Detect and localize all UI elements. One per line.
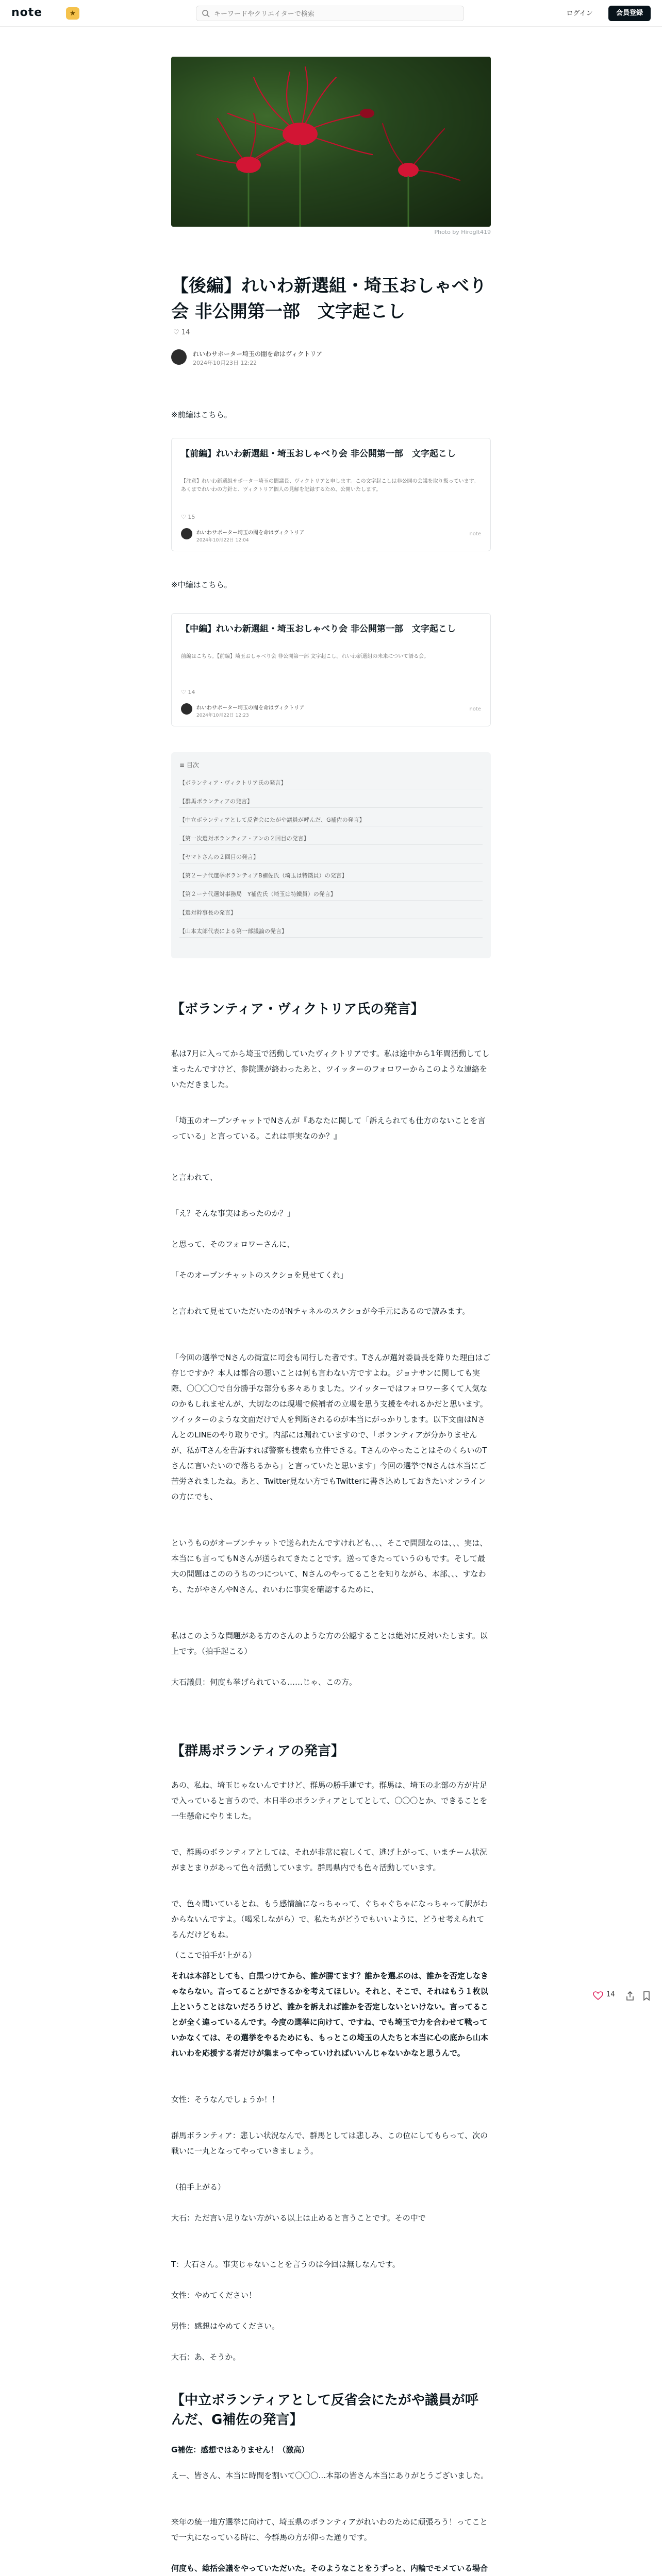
logo-badge-icon: ★ <box>66 7 79 20</box>
search-icon <box>202 9 210 18</box>
bookmark-icon[interactable] <box>641 1991 652 2001</box>
card-author-avatar <box>181 528 192 539</box>
floating-action-bar <box>593 1989 655 2004</box>
article-title: 【後編】れいわ新選組・埼玉おしゃべり会 非公開第一部 文字起こし <box>171 276 487 322</box>
card-note-logo: note <box>469 531 481 537</box>
card-excerpt: 【注意】れいわ新選組サポーター埼玉の闇議長、ヴィクトリアと申します。この文字起こしは非公開の会議を取り扱っています。あくまでれいわの方針と、ヴィクトリア個人の見解を記録するため、公開いたします。 <box>181 479 479 493</box>
paragraph: 私はこのような問題がある方のさんのような方の公認することは絶対に反対いたします。以上です。（拍手起こる） <box>171 1631 488 1656</box>
publish-date: 2024年10月23日 12:22 <box>193 360 257 366</box>
toc-item[interactable]: 【選対幹事長の発言】 <box>179 907 483 919</box>
login-link[interactable]: ログイン <box>566 10 593 18</box>
intro-front-text: ※前編はこちら。 <box>171 410 232 419</box>
embedded-article-card-front[interactable] <box>171 438 491 551</box>
paragraph: で、色々聞いているとね、もう感情論になっちゃって、ぐちゃぐちゃになっちゃって訳がわからないんですよ。（喝采しながら）で、私たちがどうでもいいように、どうせ考えられてるんだけどもね。 <box>171 1899 488 1939</box>
toc-item[interactable]: 【ボランティア・ヴィクトリア氏の発言】 <box>179 777 483 789</box>
search-box[interactable] <box>196 6 464 21</box>
card-note-logo: note <box>469 706 481 712</box>
paragraph: で、群馬のボランティアとしては、それが非常に寂しくて、逃げ上がって、いまチーム状況がまとまりがあって色々活動しています。群馬県内でも色々活動しています。 <box>171 1848 487 1872</box>
embedded-article-card-middle[interactable] <box>171 613 491 726</box>
section-heading-gunma: 【群馬ボランティアの発言】 <box>171 1743 344 1759</box>
paragraph: と言われて見せていただいたのがNチャネルのスクショが今手元にあるので読みます。 <box>171 1307 470 1316</box>
paragraph: えー、皆さん、本当に時間を割いて〇〇〇…本部の皆さん本当にありがとうございました。 <box>171 2471 489 2480</box>
paragraph-bold: それは本部としても、白黒つけてから、誰が勝てます？誰かを選ぶのは、誰かを否定しなきゃならない。言ってることができるかを考えてほしい。それと、そこで、それはもう１枚以上ということはないだろうけど、誰かを訴えれば誰かを否定しないといけない。言ってることが全く違っているんです。今度の選挙に向けて、ですね、でも埼玉で力を合わせて戦っていかなくては、その選挙をやるためにも、もっとこの埼玉の人たちと本当に心の底から山本れいわを応援する者だけが集まってやっていければいいんじゃないかなと思うんで。 <box>171 1971 489 2058</box>
card-title[interactable]: 【前編】れいわ新選組・埼玉おしゃべり会 非公開第一部 文字起こし <box>181 449 456 459</box>
paragraph-bold: G補佐：感想ではありません！（激高） <box>171 2445 309 2454</box>
list-icon: ≡ <box>179 761 187 769</box>
paragraph: 私は7月に入ってから埼玉で活動していたヴィクトリアです。私は途中から1年間活動してしまったんですけど、参院選が終わったあと、ツイッターのフォロワーからこのような連絡をいただきました。 <box>171 1049 490 1089</box>
toc-item[interactable]: 【第２ーナ代選対事務局 Y補佐氏（埼玉は特鐵員）の発言】 <box>179 888 483 901</box>
paragraph: 大石：ただ言い足りない方がいる以上は止めると言うことです。その中で <box>171 2213 426 2223</box>
article-like-count[interactable] <box>173 329 190 336</box>
note-logo[interactable]: note <box>11 6 43 19</box>
red-spider-lily-photo <box>171 57 491 227</box>
author-name[interactable]: れいわサポーター埼玉の闇を命はヴィクトリア <box>193 350 323 358</box>
paragraph: 「え？そんな事実はあったのか？」 <box>171 1209 295 1218</box>
table-of-contents <box>171 752 491 958</box>
hero-image <box>171 57 491 227</box>
card-date: 2024年10月22日 12:04 <box>196 538 249 543</box>
section-heading-g-hosa: 【中立ボランティアとして反省会にたがや議員が呼んだ、G補佐の発言】 <box>171 2393 478 2428</box>
paragraph: 女性：やめてください！ <box>171 2291 257 2300</box>
card-author: れいわサポーター埼玉の闇を命はヴィクトリア <box>196 530 305 536</box>
card-title[interactable]: 【中編】れいわ新選組・埼玉おしゃべり会 非公開第一部 文字起こし <box>181 624 456 634</box>
photo-credit: Photo by Hiroglt419 <box>434 229 491 235</box>
heart-icon: ♡ <box>173 329 179 336</box>
author-avatar[interactable] <box>171 349 187 365</box>
paragraph: 大石：あ、そうか。 <box>171 2352 241 2362</box>
card-like-count <box>181 514 195 520</box>
paragraph: あの、私ね、埼玉じゃないんですけど、群馬の勝手連です。群馬は、埼玉の北部の方が片足で入っていると言うので、本日半のボランティアとしてとして、〇〇〇とか、できることを一生懸命にやりました。 <box>171 1781 488 1821</box>
toc-item[interactable]: 【第２ーナ代選挙ボランティアB補佐氏（埼玉は特鐵員）の発言】 <box>179 870 483 882</box>
toc-heading-label: 目次 <box>186 761 199 769</box>
paragraph: （ここで拍手が上がる） <box>171 1951 257 1960</box>
signup-button[interactable]: 会員登録 <box>608 6 651 21</box>
card-like-value: 14 <box>188 689 195 696</box>
card-like-count <box>181 689 195 696</box>
card-date: 2024年10月22日 12:23 <box>196 713 249 718</box>
toc-item[interactable]: 【中立ボランティアとして反省会にたがや議員が呼んだ、G補佐の発言】 <box>179 814 483 826</box>
card-author-avatar <box>181 703 192 715</box>
paragraph: 男性：感想はやめてください。 <box>171 2321 280 2331</box>
search-input[interactable] <box>214 8 456 20</box>
paragraph: T：大石さん。事実じゃないことを言うのは今回は無しなんです。 <box>171 2260 400 2269</box>
author-info[interactable] <box>171 348 491 367</box>
intro-middle-text: ※中編はこちら。 <box>171 580 232 589</box>
paragraph: 「そのオープンチャットのスクショを見せてくれ」 <box>171 1270 348 1280</box>
toc-item[interactable]: 【群馬ボランティアの発言】 <box>179 795 483 808</box>
share-icon[interactable] <box>625 1991 635 2001</box>
paragraph: 「今回の選挙でNさんの街宣に司会も同行した者です。Tさんが選対委員長を降りた理由はご存じですか？本人は都合の悪いことは何も言わない方ですよね。ジョナサンに関しても実際、〇〇〇〇で自分勝手な部分も多々ありました。ツイッターではフォロワー多くて人気なのかもしれませんが、大切なのは現場で候補者の立場を思う支援をやれるかだと思います。ツイッターのような文面だけで人を判断されるのが本当にがっかりします。以下文面はNさんとのLINEのやり取りです。内部には漏れていますので、「ボランティアが分かりませんが、私がTさんを告訴すれば警察も捜索も立件できる。TさんのやったことはそのくらいのTさんに言いたいので落ちるから」と言っていたと思います」今回の選挙でNさんは本当にご苦労されましたね。あと、Twitter見ない方でもTwitterに書き込めしておきたいオンラインの方にでも、 <box>171 1353 491 1501</box>
paragraph: 「埼玉のオープンチャットでNさんが『あなたに関して「訴えられても仕方のないことを言っている」と言っている。これは事実なのか？』 <box>171 1116 486 1141</box>
heart-icon: ♡ <box>181 514 188 520</box>
side-like-count: 14 <box>606 1991 615 1998</box>
card-excerpt: 前編はこちら。【前編】埼玉おしゃべり会 非公開第一部 文字起こし。れいわ新選組の未来について語る会。 <box>181 654 429 659</box>
toc-item[interactable]: 【ヤマトさんの２回目の発言】 <box>179 851 483 863</box>
paragraph: （拍手上がる） <box>171 2182 226 2192</box>
paragraph: 大石議員：何度も挙げられている……じゃ、この方。 <box>171 1677 357 1687</box>
top-navigation-bar <box>0 0 662 27</box>
paragraph: というものがオープンチャットで送られたんですけれども、、、そこで問題なのは、、、実は、本当にも言ってもNさんが送られてきたことです。送ってきたっていうのもです。そして最大の問題はこののうちのつについて、Nさんのやってることを知りながら、本部、、、すなわち、たがやさんやNさん、れいわに事実を確認するために、 <box>171 1538 488 1594</box>
toc-heading[interactable] <box>179 760 199 769</box>
paragraph: 女性：そうなんでしょうか！！ <box>171 2095 280 2104</box>
section-heading-victoria: 【ボランティア・ヴィクトリア氏の発言】 <box>171 1002 424 1017</box>
card-like-value: 15 <box>188 514 195 520</box>
heart-icon[interactable] <box>593 1991 603 2001</box>
heart-icon: ♡ <box>181 689 188 696</box>
paragraph-bold: 何度も、総括会議をやっていただいた。そのようなことをうずっと、内輪でモメている場合 <box>171 2564 488 2573</box>
paragraph: と思って、そのフォロワーさんに、 <box>171 1240 294 1249</box>
paragraph: 群馬ボランティア：悲しい状況なんで、群馬としては悲しみ、この位にしてもらって、次の戦いに一丸となってやっていきましょう。 <box>171 2131 488 2156</box>
paragraph: と言われて、 <box>171 1173 218 1182</box>
paragraph: 来年の統一地方選挙に向けて、埼玉県のボランティアがれいわのために頑張ろう！ってことで一丸になっている時に、今群馬の方が仰った通りです。 <box>171 2517 488 2542</box>
toc-item[interactable]: 【第一次選対ボランティア・アンの２回目の発言】 <box>179 833 483 845</box>
like-count-value: 14 <box>181 329 190 336</box>
toc-item[interactable]: 【山本太郎代表による第一部議論の発言】 <box>179 925 483 938</box>
card-author: れいわサポーター埼玉の闇を命はヴィクトリア <box>196 705 305 711</box>
